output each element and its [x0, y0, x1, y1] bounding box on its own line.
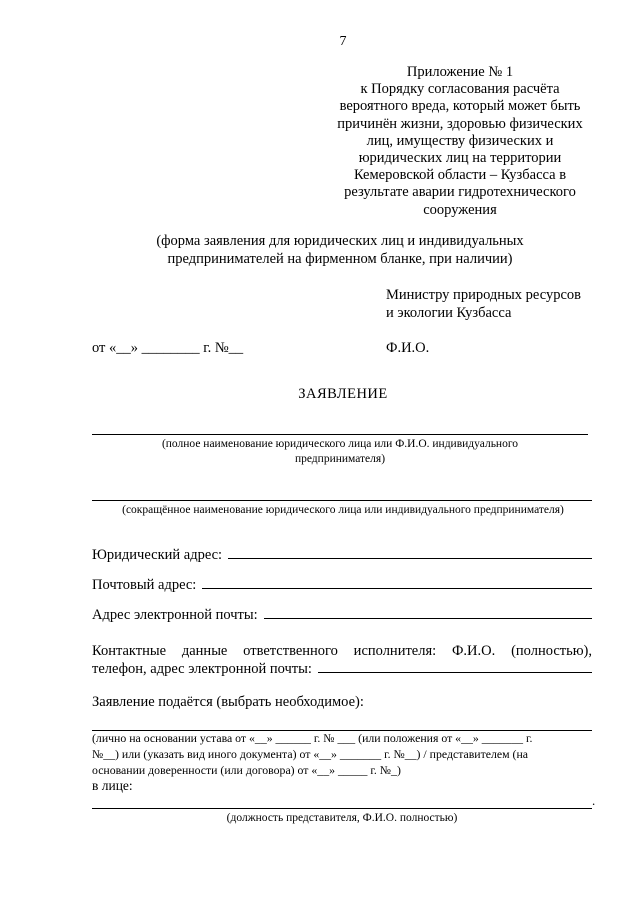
document-title: ЗАЯВЛЕНИЕ	[298, 386, 388, 402]
form-note	[60, 232, 620, 268]
appendix-line: к Порядку согласования расчёта	[360, 81, 560, 98]
date-number-line[interactable]: от «__» ________ г. №__	[92, 340, 244, 356]
appendix-line: Приложение № 1	[406, 64, 514, 80]
contact-details-field[interactable]	[92, 660, 592, 678]
submission-option-line: основании доверенности (или договора) от «__» _____ г. №_)	[92, 763, 401, 777]
submission-label: Заявление подаётся (выбрать необходимое):	[92, 694, 364, 710]
legal-address-input-line[interactable]	[228, 546, 592, 559]
contact-details-label: телефон, адрес электронной почты:	[92, 661, 312, 677]
representative-input-line[interactable]	[92, 808, 592, 809]
submission-option-line: №__) или (указать вид иного документа) от «__» _______ г. №__) / представителем (на	[92, 747, 529, 761]
appendix-line: сооружения	[423, 201, 497, 218]
contact-details-input-line[interactable]	[318, 660, 592, 673]
page-number: 7	[339, 34, 347, 49]
appendix-line: результате аварии гидротехнического	[344, 184, 576, 201]
in-person-label: в лице:	[92, 778, 133, 793]
addressee-line: Министру природных ресурсов	[386, 287, 581, 303]
addressee-line: и экологии Кузбасса	[386, 305, 512, 321]
short-name-input-line[interactable]	[92, 500, 592, 501]
end-mark: .	[592, 793, 596, 808]
fio-label: Ф.И.О.	[386, 340, 430, 356]
contact-details-line: Контактные данные ответственного исполнителя: Ф.И.О. (полностью),	[92, 643, 592, 659]
full-name-caption	[92, 437, 588, 467]
appendix-line: юридических лиц на территории	[358, 150, 562, 167]
legal-address-label: Юридический адрес:	[92, 547, 223, 563]
submission-option-line: (лично на основании устава от «__» ______ г. № ___ (или положения от «__» _______ г.	[92, 731, 533, 745]
form-note-line: предпринимателей на фирменном бланке, при наличии)	[167, 251, 513, 267]
postal-address-input-line[interactable]	[202, 576, 592, 589]
appendix-line: вероятного вреда, который может быть	[339, 98, 581, 115]
email-address-field[interactable]	[92, 606, 592, 624]
appendix-line: причинён жизни, здоровью физических	[337, 115, 583, 132]
full-name-input-line[interactable]	[92, 434, 588, 435]
caption-line: (полное наименование юридического лица или Ф.И.О. индивидуального	[161, 438, 519, 450]
postal-address-label: Почтовый адрес:	[92, 577, 197, 593]
caption-line: предпринимателя)	[294, 453, 386, 465]
form-note-line: (форма заявления для юридических лиц и индивидуальных	[156, 233, 524, 249]
representative-caption: (должность представителя, Ф.И.О. полностью)	[226, 812, 458, 824]
short-name-caption: (сокращённое наименование юридического лица или индивидуального предпринимателя)	[122, 504, 564, 516]
legal-address-field[interactable]	[92, 546, 592, 564]
postal-address-field[interactable]	[92, 576, 592, 594]
addressee	[386, 286, 581, 322]
appendix-line: Кемеровской области – Кузбасса в	[353, 167, 567, 184]
email-address-label: Адрес электронной почты:	[92, 607, 258, 623]
email-address-input-line[interactable]	[264, 606, 592, 619]
appendix-line: лиц, имуществу физических и	[366, 132, 554, 149]
appendix-header	[315, 64, 605, 219]
